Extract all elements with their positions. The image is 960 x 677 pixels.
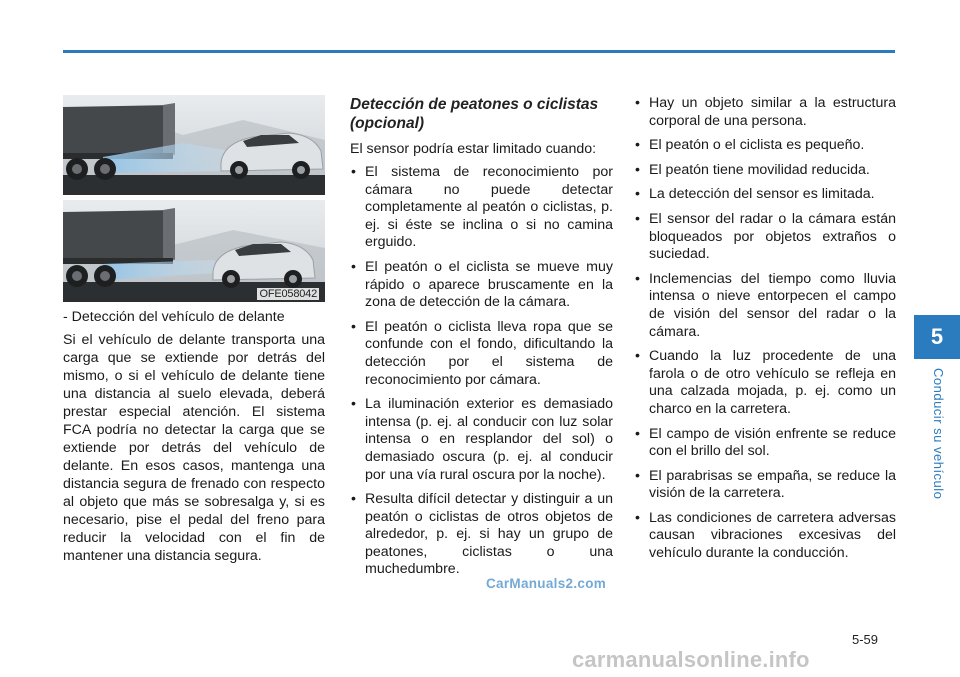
bullet-icon: • [635,137,640,154]
column-2 [350,95,613,586]
bullet-icon: • [635,509,640,526]
list-item: • El peatón o el ciclista es pequeño. [635,137,865,154]
section-heading: Detección de peatones o ciclistas (opcional) [350,96,599,132]
bullet-icon: • [351,164,356,180]
list-item: • El peatón o ciclista lleva ropa que se confunde con el fondo, dificultando la detección por el sistema de reconocimiento por cámara. [351,318,613,388]
list-item: • El sistema de reconocimiento por cámara no puede detectar completamente al peatón o ciclistas, p. ej. si éste se inclina o si no camina erguido. [351,164,613,251]
list-item: • Resulta difícil detectar y distinguir a un peatón o ciclistas de otros objetos de alrededor, p. ej. si hay un grupo de peatones, ciclistas o una muchedumbre. [351,491,613,578]
bullet-icon: • [351,396,356,413]
list-item: • Las condiciones de carretera adversas causan vibraciones excesivas del vehículo durante la conducción. [635,509,896,562]
pedestrian-limitations-list [350,164,613,579]
list-item: • El campo de visión enfrente se reduce con el brillo del sol. [635,425,896,460]
bullet-icon: • [635,425,640,442]
truck-detection-illustration [63,95,325,302]
chapter-tab-label: Conducir su vehículo [931,368,946,500]
watermark-middle: CarManuals2.com [486,576,607,591]
list-item: • La iluminación exterior es demasiado intensa (p. ej. al conducir con luz solar intensa o en resplandor del sol) o demasiado oscura (p. ej. al conducir por una vía rural oscura por la noche). [351,396,613,483]
list-item: • Cuando la luz procedente de una farola o de otro vehículo se refleja en una calzada mojada, p. ej. como un charco en la carretera. [635,348,896,417]
figure-caption: - Detección del vehículo de delante [63,309,285,325]
list-item: • El sensor del radar o la cámara están bloqueados por objetos extraños o suciedad. [635,210,896,263]
bullet-icon: • [635,348,640,365]
list-item: • El peatón tiene movilidad reducida. [635,161,870,178]
page-number: 5-59 [852,632,879,647]
chapter-tab-number: 5 [914,315,960,359]
bullet-icon: • [351,318,356,335]
column-1 [63,95,325,565]
panel-top [63,95,325,195]
panel-bottom [63,200,325,302]
figure-code: OFE058042 [259,288,317,300]
list-item: • El peatón o el ciclista se mueve muy rápido o aparece bruscamente en la zona de detección de la cámara. [351,258,613,311]
bullet-icon: • [635,95,640,111]
bullet-icon: • [635,161,640,178]
bullet-icon: • [351,491,356,508]
list-item: • El parabrisas se empaña, se reduce la visión de la carretera. [635,467,896,502]
list-item: • Hay un objeto similar a la estructura corporal de una persona. [635,95,896,129]
list-item: • Inclemencias del tiempo como lluvia intensa o nieve entorpecen el campo de visión del sensor del radar o la cámara. [635,270,896,340]
bullet-icon: • [635,467,640,484]
watermark-bottom: carmanualsonline.info [572,647,810,672]
column-3 [634,95,896,570]
bullet-icon: • [635,186,640,203]
bullet-icon: • [351,258,356,275]
illustration-svg [63,95,325,302]
truck-load-paragraph: Si el vehículo de delante transporta una carga que se extiende por detrás del mismo, o si el vehículo de delante tiene una distancia al suelo elevada, deberá prestar especial atención. El sistema FCA podría no detectar la carga que se extiende por detrás del vehículo de delante. En esos casos, mantenga una distancia segura de frenado con respecto al objeto que más se sobresalga y, si es necesario, pise el pedal del freno para reducir la velocidad con el fin de mantener una distancia segura. [63,332,325,564]
header-rule [63,50,895,53]
list-item: • La detección del sensor es limitada. [635,186,875,203]
sensor-limitations-list [634,95,896,563]
bullet-icon: • [635,210,640,227]
bullet-icon: • [635,270,640,287]
section-intro: El sensor podría estar limitado cuando: [350,141,597,157]
